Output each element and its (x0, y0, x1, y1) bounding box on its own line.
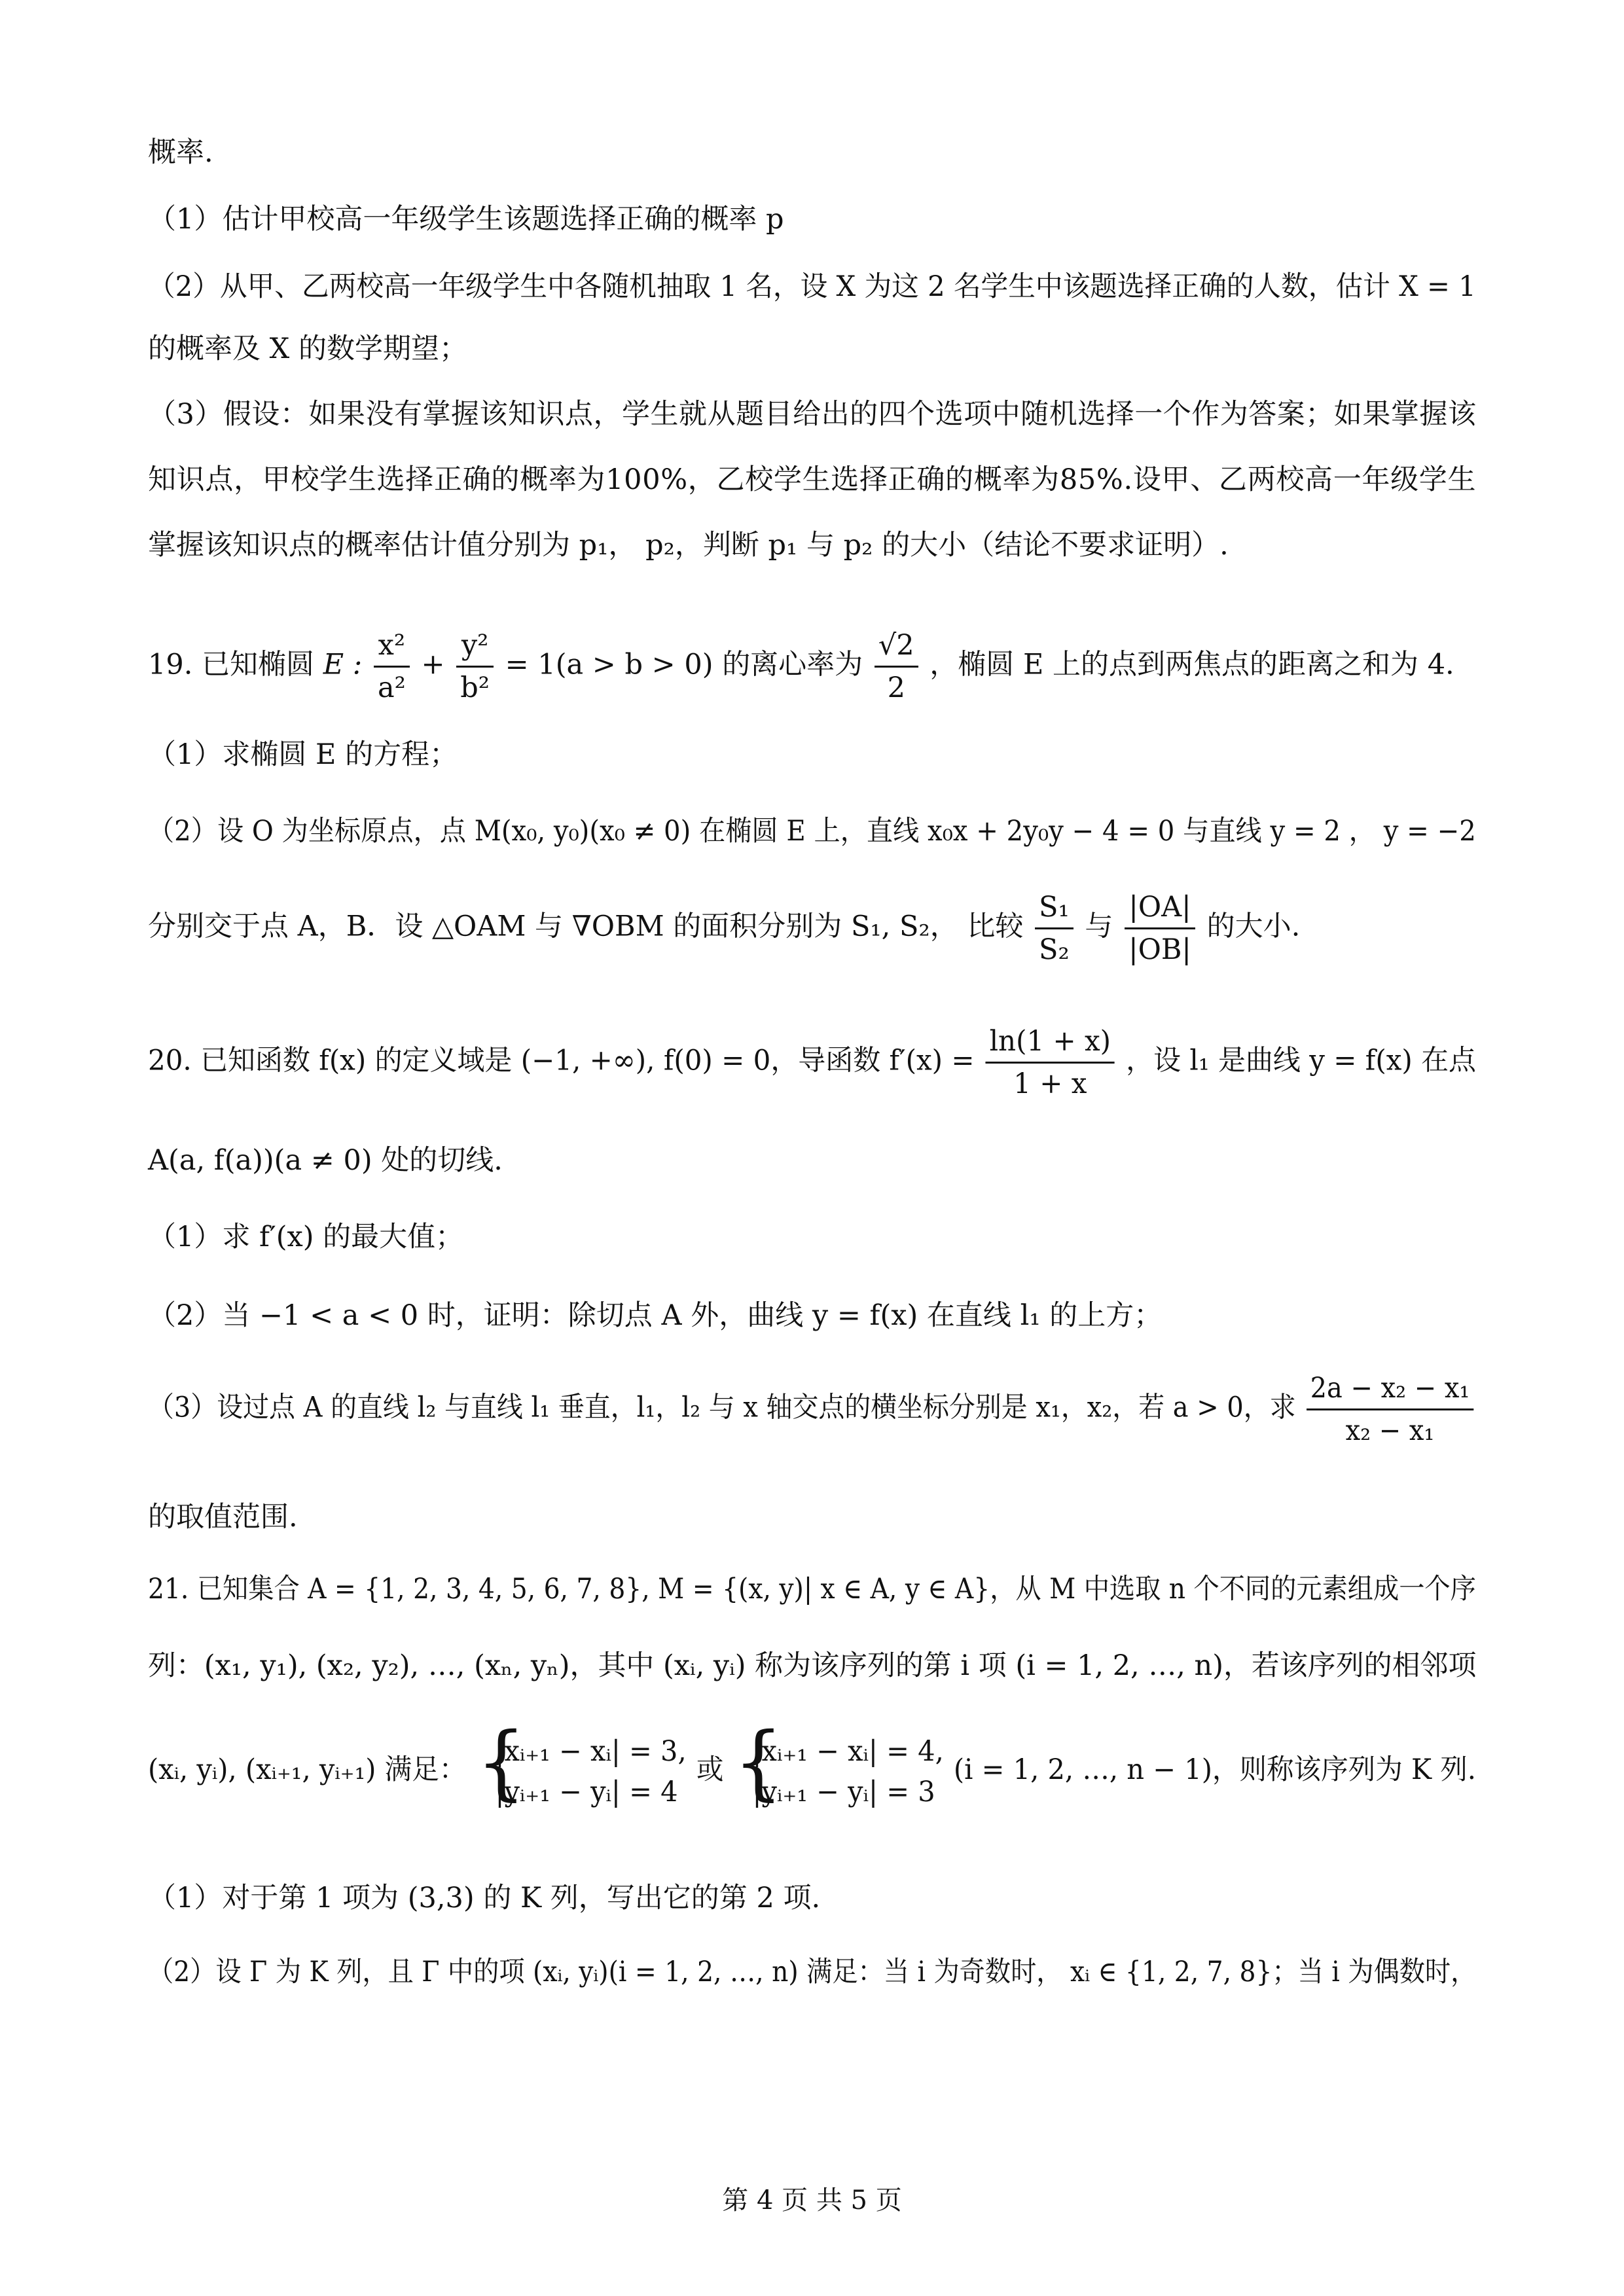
q19-intro-tail: ，椭圆 E 上的点到两焦点的距离之和为 4. (929, 648, 1454, 681)
q19-length-num: |OA| (1128, 891, 1191, 924)
q19-eq-tail: = 1(a > b > 0) (505, 648, 713, 681)
q19-intro: 19. 已知椭圆 (148, 648, 315, 681)
q18-part1: （1）估计甲校高一年级学生该题选择正确的概率 p (148, 203, 784, 236)
q19-ecc-den: 2 (875, 666, 918, 708)
q19-part2-line1: （2）设 O 为坐标原点，点 M(x₀, y₀)(x₀ ≠ 0) 在椭圆 E 上，直线 x₀x + 2y₀y − 4 = 0 与直线 y = 2 ， y = −2 (148, 815, 1476, 848)
q20-intro: 20. 已知函数 f(x) 的定义域是 (−1, +∞), f(0) = 0，导函数 f′(x) = (148, 1044, 975, 1077)
q19-eq-plus: + (421, 648, 445, 681)
q20-deriv-num: ln(1 + x) (989, 1025, 1111, 1058)
q19-part2-text: 分别交于点 A，B．设 △OAM 与 ∇OBM 的面积分别为 S₁, S₂， 比较 (148, 910, 1024, 943)
q20-ratio-den: x₂ − x₁ (1307, 1408, 1473, 1451)
q18-part3-line2: 知识点，甲校学生选择正确的概率为100%，乙校学生选择正确的概率为85%.设甲、乙两校高一年级学生 (148, 463, 1477, 496)
q19-eccentricity-fraction (875, 625, 918, 708)
q21-adjacent-terms: (xᵢ, yᵢ), (xᵢ₊₁, yᵢ₊₁) 满足： (148, 1753, 467, 1786)
q18-part3-line1: （3）假设：如果没有掌握该知识点，学生就从题目给出的四个选项中随机选择一个作为答案；如果掌握该 (148, 398, 1477, 431)
q19-area-den: S₂ (1035, 927, 1074, 970)
q20-derivative-fraction (986, 1021, 1115, 1104)
q20-ratio-num: 2a − x₂ − x₁ (1310, 1372, 1470, 1405)
q19-length-ratio (1125, 887, 1195, 970)
q21-part1: （1）对于第 1 项为 (3,3) 的 K 列，写出它的第 2 项. (148, 1882, 821, 1914)
q18-part2-line2: 的概率及 X 的数学期望； (148, 332, 467, 365)
q20-part3-line2: 的取值范围. (148, 1501, 298, 1534)
q20-ratio-fraction (1307, 1368, 1473, 1451)
q21-part2: （2）设 Γ 为 K 列，且 Γ 中的项 (xᵢ, yᵢ)(i = 1, 2, …, n) 满足：当 i 为奇数时， xᵢ ∈ {1, 2, 7, 8}；当 i 为偶数时， (148, 1956, 1477, 1988)
q19-y-den: b² (456, 666, 494, 708)
q21-definition-tail: (i = 1, 2, …, n − 1)，则称该序列为 K 列. (953, 1753, 1476, 1786)
q19-y-fraction (456, 625, 494, 708)
q21-statement-line1: 21. 已知集合 A = {1, 2, 3, 4, 5, 6, 7, 8}, M = {(x, y)| x ∈ A, y ∈ A}，从 M 中选取 n 个不同的元素组成一个序 (148, 1573, 1476, 1605)
q21-sys2-row1: { |xᵢ₊₁ − xᵢ| = 4, (752, 1735, 944, 1768)
q21-condition-system-1 (476, 1731, 686, 1812)
q20-statement-line2: A(a, f(a))(a ≠ 0) 处的切线. (148, 1144, 503, 1177)
q19-area-ratio (1035, 887, 1074, 970)
q20-intro-tail: ，设 l₁ 是曲线 y = f(x) 在点 (1126, 1044, 1477, 1077)
q20-statement-line1 (148, 1021, 1476, 1104)
q18-continuation: 概率. (148, 136, 213, 169)
q21-sys2-row2: |yᵢ₊₁ − yᵢ| = 3 (752, 1776, 935, 1808)
q21-sys1-row2: |yᵢ₊₁ − yᵢ| = 4 (495, 1776, 678, 1808)
q19-eccentricity-label: 的离心率为 (722, 648, 863, 681)
q20-part3-line1 (148, 1368, 1476, 1451)
q19-statement (148, 625, 1454, 708)
q19-part1: （1）求椭圆 E 的方程； (148, 738, 458, 771)
q19-part2-tail: 的大小. (1206, 910, 1301, 943)
q19-part2-line2 (148, 887, 1300, 970)
q20-deriv-den: 1 + x (986, 1062, 1115, 1104)
q19-x-num: x² (378, 629, 406, 662)
q19-length-den: |OB| (1125, 927, 1195, 970)
q21-condition-system-2 (734, 1731, 944, 1812)
q19-x-fraction (374, 625, 410, 708)
q20-part1: （1）求 f′(x) 的最大值； (148, 1221, 464, 1253)
q18-part2-line1: （2）从甲、乙两校高一年级学生中各随机抽取 1 名，设 X 为这 2 名学生中该题选择正确的人数，估计 X = 1 (148, 270, 1476, 303)
q21-sys1-row1: { |xᵢ₊₁ − xᵢ| = 3, (495, 1735, 687, 1768)
q20-part3-text: （3）设过点 A 的直线 l₂ 与直线 l₁ 垂直，l₁，l₂ 与 x 轴交点的横坐标分别是 x₁，x₂，若 a > 0，求 (148, 1391, 1296, 1424)
q20-part2: （2）当 −1 < a < 0 时，证明：除切点 A 外，曲线 y = f(x) 在直线 l₁ 的上方； (148, 1299, 1163, 1332)
q21-statement-line3 (148, 1731, 1476, 1812)
page-footer: 第 4 页 共 5 页 (722, 2185, 902, 2215)
q19-ecc-num: √2 (878, 629, 914, 662)
q19-eq-lead: E : (323, 648, 363, 681)
q21-statement-line2: 列：(x₁, y₁), (x₂, y₂), …, (xₙ, yₙ)，其中 (xᵢ, yᵢ) 称为该序列的第 i 项 (i = 1, 2, …, n)，若该序列的相邻项 (148, 1649, 1477, 1682)
q21-or: 或 (696, 1753, 724, 1786)
q19-compare-word: 与 (1085, 910, 1113, 943)
q19-x-den: a² (374, 666, 410, 708)
q18-part3-line3: 掌握该知识点的概率估计值分别为 p₁， p₂，判断 p₁ 与 p₂ 的大小（结论不要求证明）. (148, 529, 1229, 562)
q19-area-num: S₁ (1039, 891, 1070, 924)
q19-y-num: y² (461, 629, 489, 662)
